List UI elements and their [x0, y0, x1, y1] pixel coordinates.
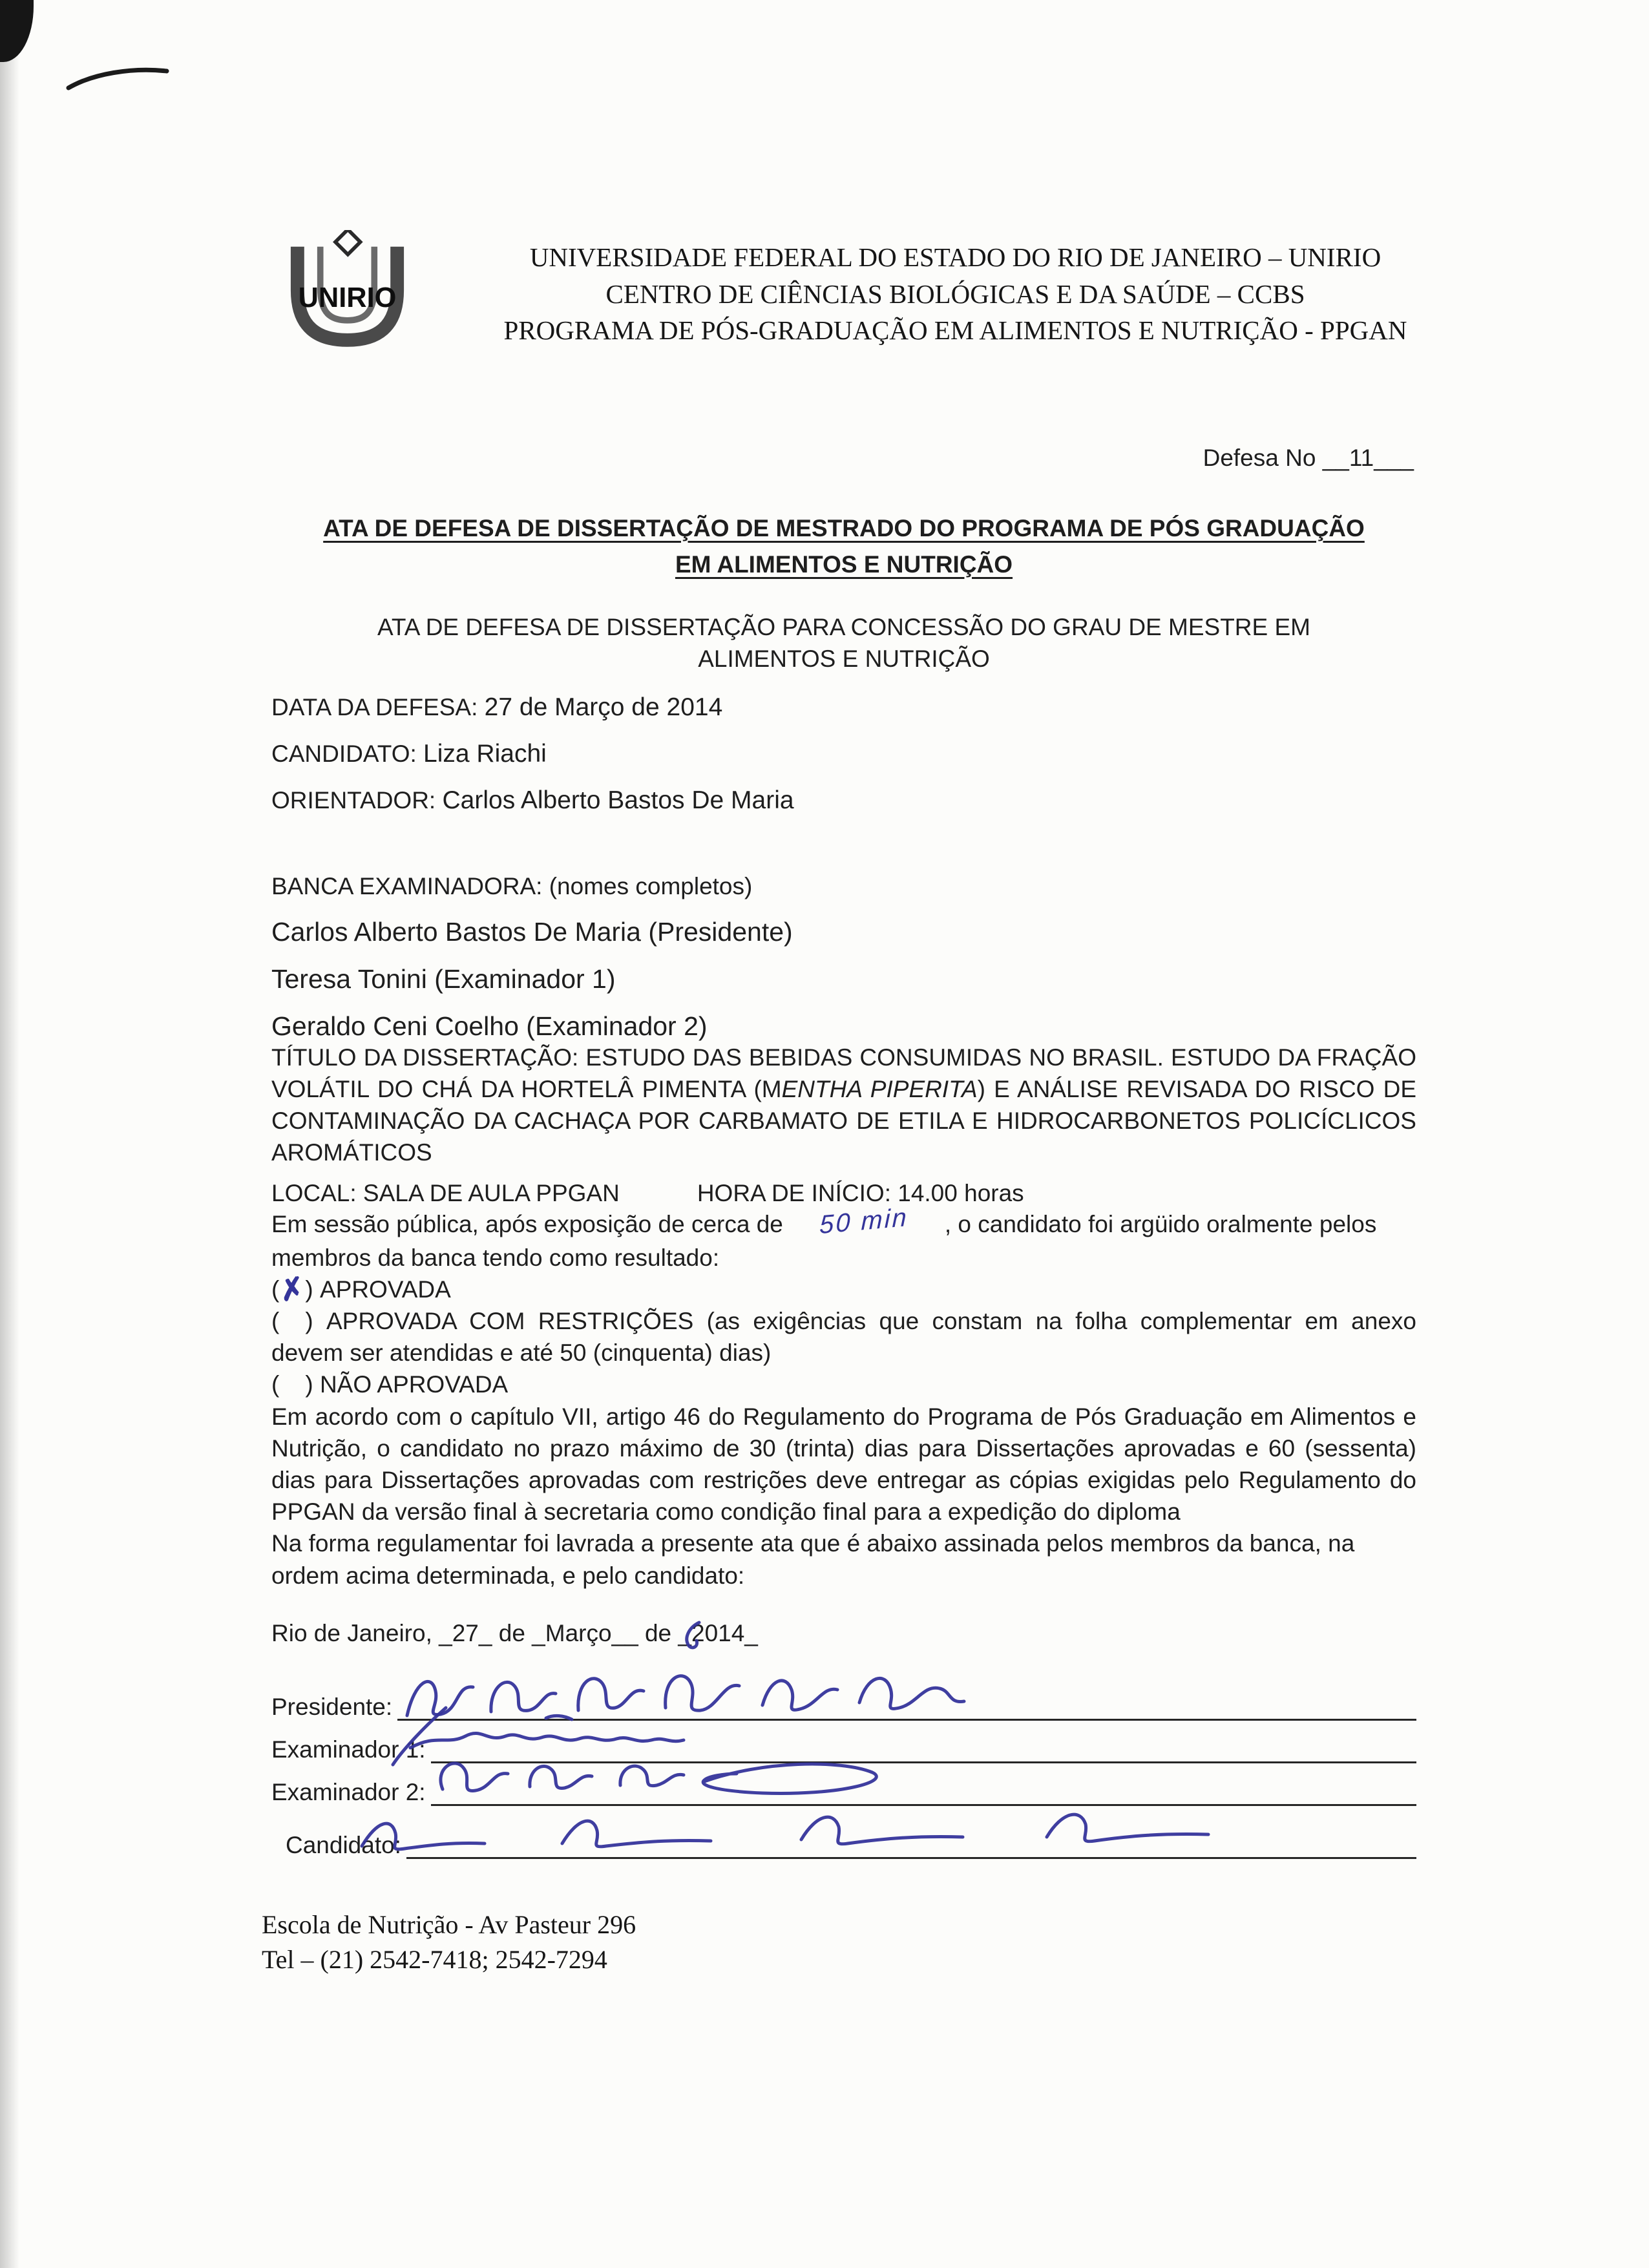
dissertation-title-paragraph [271, 1042, 1416, 1169]
duration-blank [783, 1203, 945, 1241]
banca-member-2: Teresa Tonini (Examinador 1) [271, 963, 616, 994]
paren-close: ) [305, 1371, 313, 1398]
empty-check-box [280, 1329, 305, 1334]
footer-address: Escola de Nutrição - Av Pasteur 296 [262, 1910, 636, 1939]
banca-member-1: Carlos Alberto Bastos De Maria (Presidente) [271, 916, 793, 947]
signature-block [271, 1678, 1416, 1859]
session-pre: Em sessão pública, após exposição de cerca de [271, 1211, 783, 1238]
ink-mark [678, 1617, 707, 1651]
paren-open: ( [271, 1276, 280, 1303]
field-candidato [271, 740, 1416, 768]
candidato-signature-line [406, 1814, 1416, 1859]
field-candidato-label: CANDIDATO: [271, 740, 417, 767]
scan-edge-shadow [0, 0, 19, 2268]
signature-row-examinador-2 [271, 1763, 1416, 1806]
presidente-label: Presidente: [271, 1693, 393, 1720]
handwritten-check-mark: ✗ [277, 1270, 308, 1308]
presidente-signature-line [397, 1676, 1416, 1721]
record-closing-paragraph: Na forma regulamentar foi lavrada a presente ata que é abaixo assinada pelos membros da banca, na ordem acima determinada, e pelo candidato: [271, 1530, 1355, 1589]
field-orientador-label: ORIENTADOR: [271, 786, 436, 814]
dissertation-title-latin: ENTHA PIPERITA [781, 1075, 978, 1102]
session-paragraph [271, 1203, 1416, 1273]
option-aprovada-label: APROVADA [319, 1276, 451, 1303]
document-subtitle: ATA DE DEFESA DE DISSERTAÇÃO PARA CONCESSÃO DO GRAU DE MESTRE EM ALIMENTOS E NUTRIÇÃO [377, 614, 1310, 672]
candidato-label: Candidato: [286, 1831, 401, 1858]
date-place-text: Rio de Janeiro, _27_ de _Março__ de _2014_ [271, 1619, 758, 1646]
institution-line-3: PROGRAMA DE PÓS-GRADUAÇÃO EM ALIMENTOS E NUTRIÇÃO - PPGAN [503, 315, 1407, 346]
dissertation-title-pre: TÍTULO DA DISSERTAÇÃO: ESTUDO DAS BEBIDAS CONSUMIDAS NO BRASIL. ESTUDO DA FRAÇÃO VOLÁTIL DO CHÁ DA HORTELÂ PIMENTA (M [271, 1044, 1416, 1102]
paren-close: ) [305, 1308, 313, 1335]
option-aprovada-restricoes [271, 1305, 1416, 1369]
document-title [271, 510, 1416, 582]
defesa-number: Defesa No __11___ [1203, 445, 1414, 471]
field-orientador [271, 786, 1416, 815]
institution-line-1: UNIVERSIDADE FEDERAL DO ESTADO DO RIO DE JANEIRO – UNIRIO [529, 242, 1381, 272]
document-title-line-1: ATA DE DEFESA DE DISSERTAÇÃO DE MESTRADO DO PROGRAMA DE PÓS GRADUAÇÃO [323, 515, 1365, 541]
paren-open: ( [271, 1308, 280, 1335]
field-data-defesa [271, 693, 1416, 722]
option-nao-aprovada-label: NÃO APROVADA [319, 1371, 509, 1398]
document-body [271, 426, 1416, 1859]
banca-note: (nomes completos) [549, 872, 753, 899]
banca-member-3: Geraldo Ceni Coelho (Examinador 2) [271, 1011, 708, 1041]
option-aprovada-restricoes-label: APROVADA COM RESTRIÇÕES (as exigências que constam na folha complementar em anexo devem ser atendidas e até 50 (cinquenta) dias) [271, 1308, 1416, 1367]
document-title-line-2: EM ALIMENTOS E NUTRIÇÃO [675, 551, 1013, 578]
institution-line-2: CENTRO DE CIÊNCIAS BIOLÓGICAS E DA SAÚDE – CCBS [605, 278, 1305, 309]
option-nao-aprovada [271, 1369, 1416, 1400]
unirio-logo [275, 230, 420, 367]
date-place-line [271, 1620, 1416, 1647]
examinador-1-label: Examinador 1: [271, 1736, 426, 1763]
local-hora-line [271, 1180, 1416, 1207]
hora-inicio-label: HORA DE INÍCIO: 14.00 horas [697, 1180, 1024, 1207]
logo-wordmark: UNIRIO [298, 282, 397, 313]
pen-stroke-artifact [65, 63, 174, 96]
signature-row-presidente [271, 1678, 1416, 1721]
paren-close: ) [305, 1276, 313, 1303]
local-label: LOCAL: SALA DE AULA PPGAN [271, 1180, 620, 1207]
handwritten-duration: 50 min [819, 1203, 909, 1240]
examinador-2-label: Examinador 2: [271, 1778, 426, 1805]
letterhead [275, 225, 1491, 367]
examinador-1-signature-line [431, 1719, 1416, 1763]
institution-header [420, 225, 1491, 349]
session-post: , o candidato foi argüido oralmente pelos membros da banca tendo como resultado: [271, 1211, 1377, 1271]
field-data-defesa-value: 27 de Março de 2014 [484, 693, 723, 721]
signature-row-examinador-1 [271, 1721, 1416, 1763]
option-aprovada [271, 1270, 1416, 1308]
regulation-paragraph: Em acordo com o capítulo VII, artigo 46 do Regulamento do Programa de Pós Graduação em Alimentos e Nutrição, o candidato no prazo máximo de 30 (trinta) dias para Dissertações aprovadas e 60 (sessenta) dias para Dissertações aprovadas com restrições deve entregar as cópias exigidas pelo Regulamento do PPGAN da versão final à secretaria como condição final para a expedição do diploma [271, 1403, 1416, 1526]
field-orientador-value: Carlos Alberto Bastos De Maria [442, 786, 794, 814]
field-candidato-value: Liza Riachi [423, 739, 547, 768]
banca-label: BANCA EXAMINADORA: [271, 872, 543, 899]
scan-corner-artifact [0, 0, 34, 62]
signature-row-candidato [271, 1816, 1416, 1859]
banca-header [271, 873, 1416, 900]
dissertation-title-post: ) E ANÁLISE REVISADA DO RISCO DE CONTAMINAÇÃO DA CACHAÇA POR CARBAMATO DE ETILA E HIDROCARBONETOS POLICÍCLICOS AROMÁTICOS [271, 1075, 1417, 1166]
examinador-2-signature-line [431, 1761, 1416, 1806]
field-data-defesa-label: DATA DA DEFESA: [271, 693, 478, 720]
footer [262, 1907, 636, 1977]
empty-check-box [280, 1392, 305, 1397]
paren-open: ( [271, 1371, 280, 1398]
footer-phone: Tel – (21) 2542-7418; 2542-7294 [262, 1945, 607, 1974]
